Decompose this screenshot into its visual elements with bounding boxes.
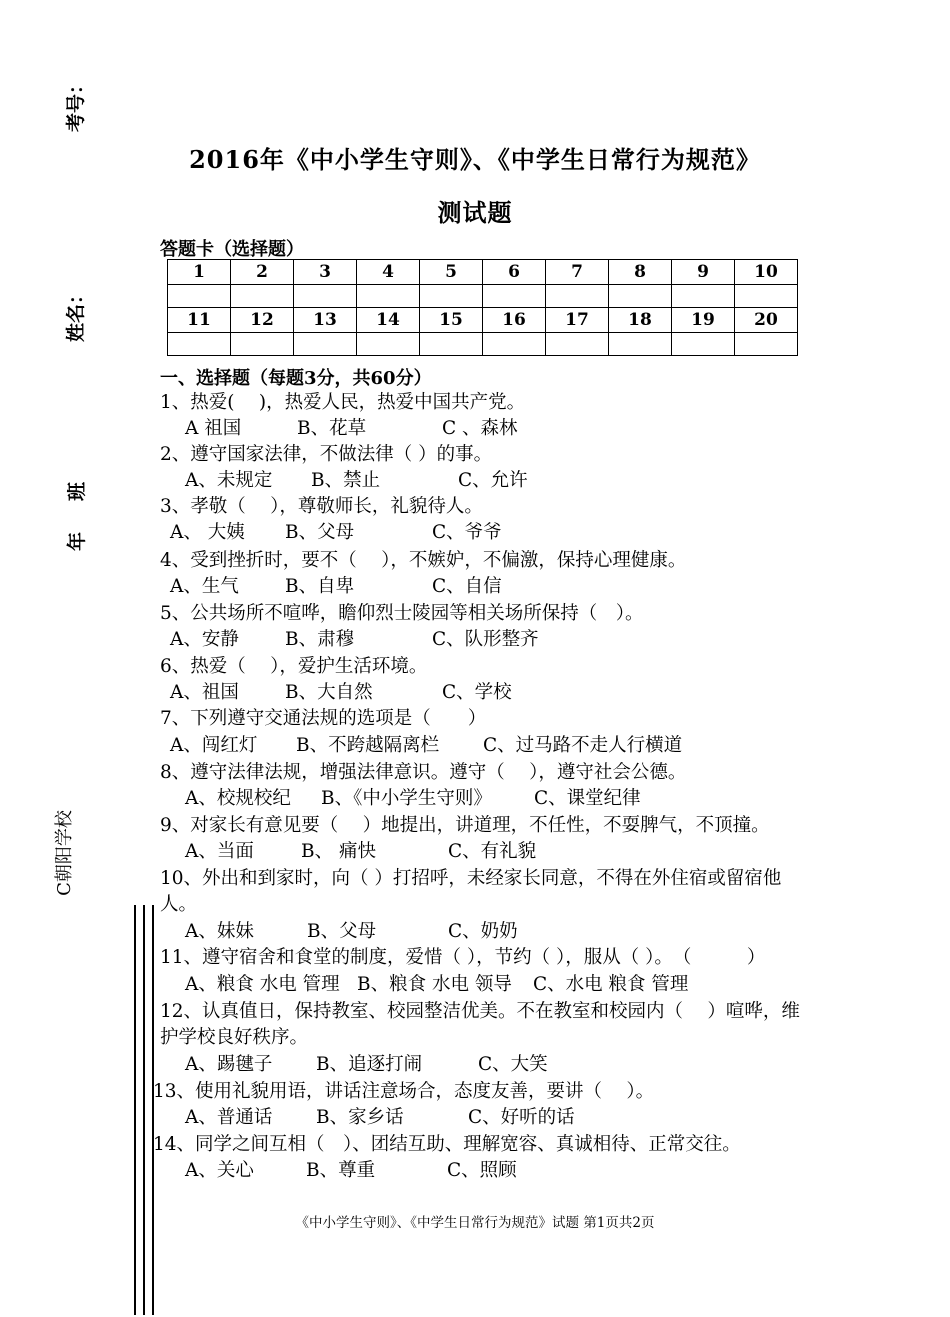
question-13-options	[185, 1105, 575, 1131]
answer-cell[interactable]	[231, 285, 294, 308]
question-12-options	[185, 1052, 548, 1078]
question-7-options	[170, 733, 682, 759]
question-11: 11、遵守宿舍和食堂的制度，爱惜（ ），节约（ ），服从（ ）。 （ ）	[160, 947, 766, 968]
page-subtitle: 测试题	[437, 198, 513, 227]
question-10: 10、外出和到家时，向（ ）打招呼，未经家长同意，不得在外住宿或留宿他人。	[160, 868, 782, 915]
option-c[interactable]: C、过马路不走人行横道	[483, 735, 683, 756]
option-b[interactable]: B、 痛快	[301, 841, 376, 862]
option-a[interactable]: A 祖国	[185, 418, 242, 439]
option-c[interactable]: C、学校	[442, 682, 512, 703]
option-b[interactable]: B、家乡话	[316, 1107, 404, 1128]
option-c[interactable]: C、允许	[458, 470, 528, 491]
answer-cell[interactable]	[357, 285, 420, 308]
option-b[interactable]: B、肃穆	[285, 629, 355, 650]
answer-cell[interactable]	[168, 333, 231, 356]
answer-number: 11	[168, 308, 231, 333]
option-b[interactable]: B、自卑	[285, 576, 355, 597]
answer-number: 15	[420, 308, 483, 333]
option-a[interactable]: A、祖国	[170, 682, 239, 703]
option-b[interactable]: B、大自然	[285, 682, 373, 703]
question-3-options	[170, 520, 502, 546]
answer-cell[interactable]	[420, 333, 483, 356]
answer-cell[interactable]	[420, 285, 483, 308]
answer-cell[interactable]	[168, 285, 231, 308]
option-c[interactable]: C、队形整齐	[432, 629, 539, 650]
option-a[interactable]: A、闯红灯	[170, 735, 258, 756]
answer-cell[interactable]	[294, 333, 357, 356]
answer-number: 9	[672, 260, 735, 285]
option-b[interactable]: B、禁止	[311, 470, 381, 491]
answer-number: 19	[672, 308, 735, 333]
question-5-options	[170, 627, 539, 653]
option-c[interactable]: C、奶奶	[448, 921, 518, 942]
question-1: 1、热爱( )，热爱人民，热爱中国共产党。	[160, 392, 526, 413]
page-title: 2016年《中小学生守则》、《中学生日常行为规范》	[189, 145, 761, 174]
section-heading: 一、选择题（每题3分，共60分）	[160, 368, 432, 389]
option-a[interactable]: A、普通话	[185, 1107, 273, 1128]
name-label: 姓名：	[65, 284, 88, 343]
answer-card-label: 答题卡（选择题）	[160, 239, 304, 260]
option-c[interactable]: C、有礼貌	[448, 841, 537, 862]
option-a[interactable]: A、粮食 水电 管理	[185, 974, 340, 995]
answer-number: 17	[546, 308, 609, 333]
answer-number: 1	[168, 260, 231, 285]
answer-card-row	[168, 308, 798, 333]
question-12: 12、认真值日，保持教室、校园整洁优美。不在教室和校园内（ ）喧哗，维护学校良好秩序。	[160, 1001, 800, 1048]
answer-number: 2	[231, 260, 294, 285]
question-2-options	[185, 468, 528, 494]
question-13: 13、使用礼貌用语，讲话注意场合，态度友善，要讲（ ）。	[153, 1081, 655, 1102]
answer-number: 10	[735, 260, 798, 285]
option-a[interactable]: A、踢毽子	[185, 1054, 273, 1075]
option-a[interactable]: A、校规校纪	[185, 788, 291, 809]
option-a[interactable]: A、妹妹	[185, 921, 254, 942]
answer-card-blank-row	[168, 285, 798, 308]
option-b[interactable]: B、花草	[297, 418, 367, 439]
question-6: 6、热爱（ ），爱护生活环境。	[160, 656, 428, 677]
option-a[interactable]: A、安静	[170, 629, 239, 650]
question-9-options	[185, 839, 536, 865]
binding-line-3	[152, 905, 154, 1315]
page-footer: 《中小学生守则》、《中学生日常行为规范》试题 第1页共2页	[295, 1215, 655, 1231]
answer-cell[interactable]	[609, 285, 672, 308]
option-c[interactable]: C、自信	[432, 576, 502, 597]
option-a[interactable]: A、 大姨	[170, 522, 245, 543]
option-c[interactable]: C、照顾	[447, 1160, 517, 1181]
answer-cell[interactable]	[672, 285, 735, 308]
option-c[interactable]: C 、森林	[442, 418, 518, 439]
option-b[interactable]: B、尊重	[306, 1160, 376, 1181]
question-14: 14、同学之间互相（ ）、团结互助、理解宽容、真诚相待、正常交往。	[153, 1134, 741, 1155]
question-6-options	[170, 680, 512, 706]
question-5: 5、公共场所不喧哗，瞻仰烈士陵园等相关场所保持（ ）。	[160, 603, 644, 624]
answer-cell[interactable]	[231, 333, 294, 356]
question-2: 2、遵守国家法律，不做法律（ ）的事。	[160, 444, 493, 465]
class-label: 班	[66, 481, 89, 502]
answer-cell[interactable]	[483, 285, 546, 308]
question-3: 3、孝敬（ ），尊敬师长，礼貌待人。	[160, 496, 483, 517]
answer-number: 14	[357, 308, 420, 333]
exam-number-label: 考号：	[65, 74, 88, 133]
option-c[interactable]: C、水电 粮食 管理	[533, 974, 689, 995]
answer-card-row	[168, 260, 798, 285]
answer-card-table	[167, 259, 798, 356]
answer-number: 20	[735, 308, 798, 333]
answer-cell[interactable]	[546, 333, 609, 356]
school-label: C朝阳学校	[53, 810, 75, 896]
answer-number: 7	[546, 260, 609, 285]
question-4: 4、受到挫折时，要不（ ），不嫉妒，不偏激，保持心理健康。	[160, 550, 687, 571]
question-10-options	[185, 919, 518, 945]
question-11-options	[185, 972, 688, 998]
option-b[interactable]: B、《中小学生守则》	[321, 788, 492, 809]
option-b[interactable]: B、不跨越隔离栏	[296, 735, 440, 756]
option-a[interactable]: A、未规定	[185, 470, 273, 491]
question-9: 9、对家长有意见要（ ）地提出，讲道理，不任性，不耍脾气，不顶撞。	[160, 815, 770, 836]
answer-cell[interactable]	[546, 285, 609, 308]
option-c[interactable]: C、大笑	[478, 1054, 548, 1075]
question-14-options	[185, 1158, 517, 1184]
option-b[interactable]: B、父母	[285, 522, 355, 543]
option-a[interactable]: A、当面	[185, 841, 254, 862]
question-4-options	[170, 574, 502, 600]
answer-number: 6	[483, 260, 546, 285]
answer-number: 3	[294, 260, 357, 285]
binding-line-1	[134, 905, 136, 1315]
answer-cell[interactable]	[735, 333, 798, 356]
answer-number: 12	[231, 308, 294, 333]
question-7: 7、下列遵守交通法规的选项是（ ）	[160, 708, 487, 729]
option-b[interactable]: B、追逐打闹	[316, 1054, 423, 1075]
answer-number: 18	[609, 308, 672, 333]
option-c[interactable]: C、爷爷	[432, 522, 502, 543]
binding-line-2	[143, 905, 145, 1315]
answer-number: 4	[357, 260, 420, 285]
option-a[interactable]: A、关心	[185, 1160, 254, 1181]
question-1-options	[185, 416, 518, 442]
answer-card-blank-row	[168, 333, 798, 356]
grade-label: 年	[66, 531, 89, 552]
answer-cell[interactable]	[609, 333, 672, 356]
answer-cell[interactable]	[735, 285, 798, 308]
answer-cell[interactable]	[357, 333, 420, 356]
option-b[interactable]: B、粮食 水电 领导	[357, 974, 512, 995]
question-8-options	[185, 786, 641, 812]
answer-number: 16	[483, 308, 546, 333]
answer-number: 8	[609, 260, 672, 285]
answer-cell[interactable]	[483, 333, 546, 356]
question-8: 8、遵守法律法规，增强法律意识。遵守（ ），遵守社会公德。	[160, 762, 687, 783]
answer-cell[interactable]	[294, 285, 357, 308]
option-c[interactable]: C、好听的话	[468, 1107, 575, 1128]
option-c[interactable]: C、课堂纪律	[534, 788, 641, 809]
option-b[interactable]: B、父母	[307, 921, 377, 942]
option-a[interactable]: A、生气	[170, 576, 239, 597]
answer-number: 13	[294, 308, 357, 333]
answer-cell[interactable]	[672, 333, 735, 356]
answer-number: 5	[420, 260, 483, 285]
